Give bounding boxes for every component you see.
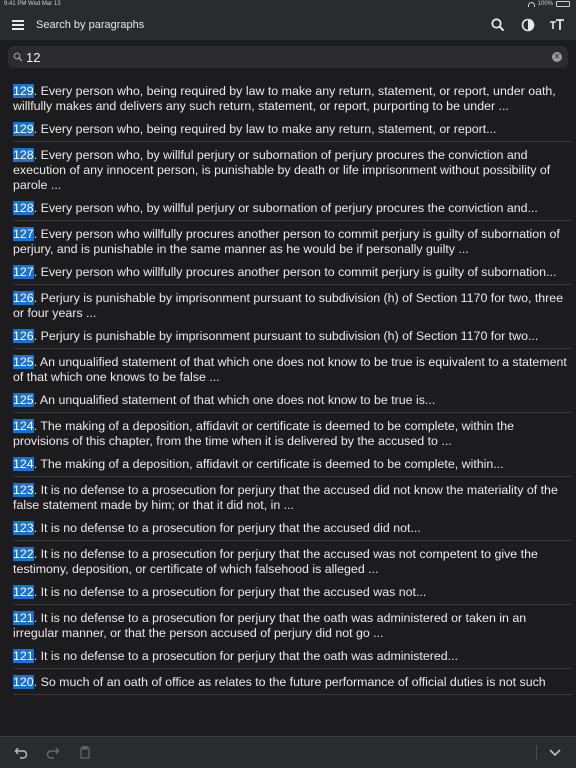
result-short-text[interactable]: 123. It is no defense to a prosecution for perjury that the accused did not... (13, 521, 421, 535)
paragraph-number: 126 (13, 291, 34, 305)
result-item[interactable] (13, 78, 572, 142)
search-field-icon (13, 52, 23, 62)
search-field[interactable] (8, 46, 568, 68)
result-full-text[interactable]: 126. Perjury is punishable by imprisonment pursuant to subdivision (h) of Section 1170 for two, three or four years ... (13, 291, 564, 320)
status-time: 9:41 PM Wed Mar 13 (4, 1, 61, 7)
undo-icon[interactable] (14, 745, 28, 762)
clipboard-icon[interactable] (78, 745, 92, 762)
result-item[interactable] (13, 413, 572, 477)
paragraph-number: 125 (13, 393, 34, 407)
result-full-text[interactable]: 120. So much of an oath of office as relates to the future performance of official duties is not such (13, 675, 546, 689)
result-short-text[interactable]: 126. Perjury is punishable by imprisonment pursuant to subdivision (h) of Section 1170 for two... (13, 329, 539, 343)
paragraph-number: 128 (13, 201, 34, 215)
result-full-text[interactable]: 123. It is no defense to a prosecution for perjury that the accused did not know the materiality of the false statement made by him; or that it did not, in ... (13, 483, 558, 512)
battery-percent: 100% (537, 1, 553, 7)
result-full-text[interactable]: 125. An unqualified statement of that which one does not know to be true is equivalent to a statement of that which one knows to be false ... (13, 355, 567, 384)
result-item[interactable] (13, 221, 572, 285)
result-full-text[interactable]: 124. The making of a deposition, affidavit or certificate is deemed to be complete, within the provisions of this chapter, from the time when it is delivered by the accused to ... (13, 419, 514, 448)
paragraph-number: 121 (13, 611, 34, 625)
contrast-icon[interactable] (519, 16, 537, 34)
result-item[interactable] (13, 605, 572, 669)
search-input[interactable] (26, 48, 546, 66)
page-title: Search by paragraphs (36, 19, 145, 31)
result-item[interactable] (13, 349, 572, 413)
paragraph-number: 127 (13, 227, 34, 241)
paragraph-number: 126 (13, 329, 34, 343)
result-short-text[interactable]: 121. It is no defense to a prosecution for perjury that the oath was administered... (13, 649, 458, 663)
result-full-text[interactable]: 121. It is no defense to a prosecution for perjury that the oath was administered or taken in an irregular manner, or that the person accused of perjury did not go ... (13, 611, 527, 640)
paragraph-number: 121 (13, 649, 34, 663)
result-full-text[interactable]: 127. Every person who willfully procures another person to commit perjury is guilty of subornation of perjury, and is punishable in the same manner as he would be if personally guilty ... (13, 227, 560, 256)
paragraph-number: 124 (13, 457, 34, 471)
paragraph-number: 129 (13, 84, 34, 98)
result-item[interactable] (13, 285, 572, 349)
redo-icon[interactable] (46, 745, 60, 762)
result-item[interactable] (13, 541, 572, 605)
paragraph-number: 120 (13, 675, 34, 689)
paragraph-number: 123 (13, 483, 34, 497)
result-item[interactable] (13, 477, 572, 541)
result-short-text[interactable]: 122. It is no defense to a prosecution for perjury that the accused was not... (13, 585, 427, 599)
dismiss-keyboard-icon[interactable] (548, 745, 562, 762)
results-list (0, 78, 576, 736)
result-full-text[interactable]: 129. Every person who, being required by law to make any return, statement, or report, under oath, willfully makes and delivers any such return, statement, or report, purporting to be under ... (13, 84, 556, 113)
paragraph-number: 125 (13, 355, 34, 369)
paragraph-number: 122 (13, 547, 34, 561)
text-size-icon[interactable] (548, 16, 566, 34)
search-icon[interactable] (489, 16, 507, 34)
result-full-text[interactable]: 122. It is no defense to a prosecution for perjury that the accused was not competent to give the testimony, deposition, or certificate of which falsehood is alleged ... (13, 547, 538, 576)
menu-icon[interactable] (12, 20, 24, 30)
status-bar (0, 0, 576, 10)
battery-icon (556, 1, 570, 7)
result-short-text[interactable]: 125. An unqualified statement of that which one does not know to be true is... (13, 393, 436, 407)
result-item[interactable] (13, 669, 572, 695)
paragraph-number: 122 (13, 585, 34, 599)
bottom-toolbar (0, 736, 576, 768)
wifi-icon (528, 2, 535, 7)
result-short-text[interactable]: 129. Every person who, being required by law to make any return, statement, or report... (13, 122, 497, 136)
paragraph-number: 128 (13, 148, 34, 162)
clear-icon[interactable]: ✕ (553, 52, 561, 61)
result-short-text[interactable]: 124. The making of a deposition, affidavit or certificate is deemed to be complete, within... (13, 457, 504, 471)
result-full-text[interactable]: 128. Every person who, by willful perjury or subornation of perjury procures the conviction and execution of any innocent person, is punishable by death or life imprisonment without possibility of parole ... (13, 148, 551, 192)
paragraph-number: 123 (13, 521, 34, 535)
status-indicators (528, 1, 570, 7)
paragraph-number: 129 (13, 122, 34, 136)
result-short-text[interactable]: 128. Every person who, by willful perjury or subornation of perjury procures the conviction and... (13, 201, 538, 215)
toolbar-divider (536, 745, 537, 761)
result-short-text[interactable]: 127. Every person who willfully procures another person to commit perjury is guilty of subornation... (13, 265, 557, 279)
paragraph-number: 127 (13, 265, 34, 279)
result-item[interactable] (13, 142, 572, 221)
nav-bar (0, 10, 576, 40)
paragraph-number: 124 (13, 419, 34, 433)
